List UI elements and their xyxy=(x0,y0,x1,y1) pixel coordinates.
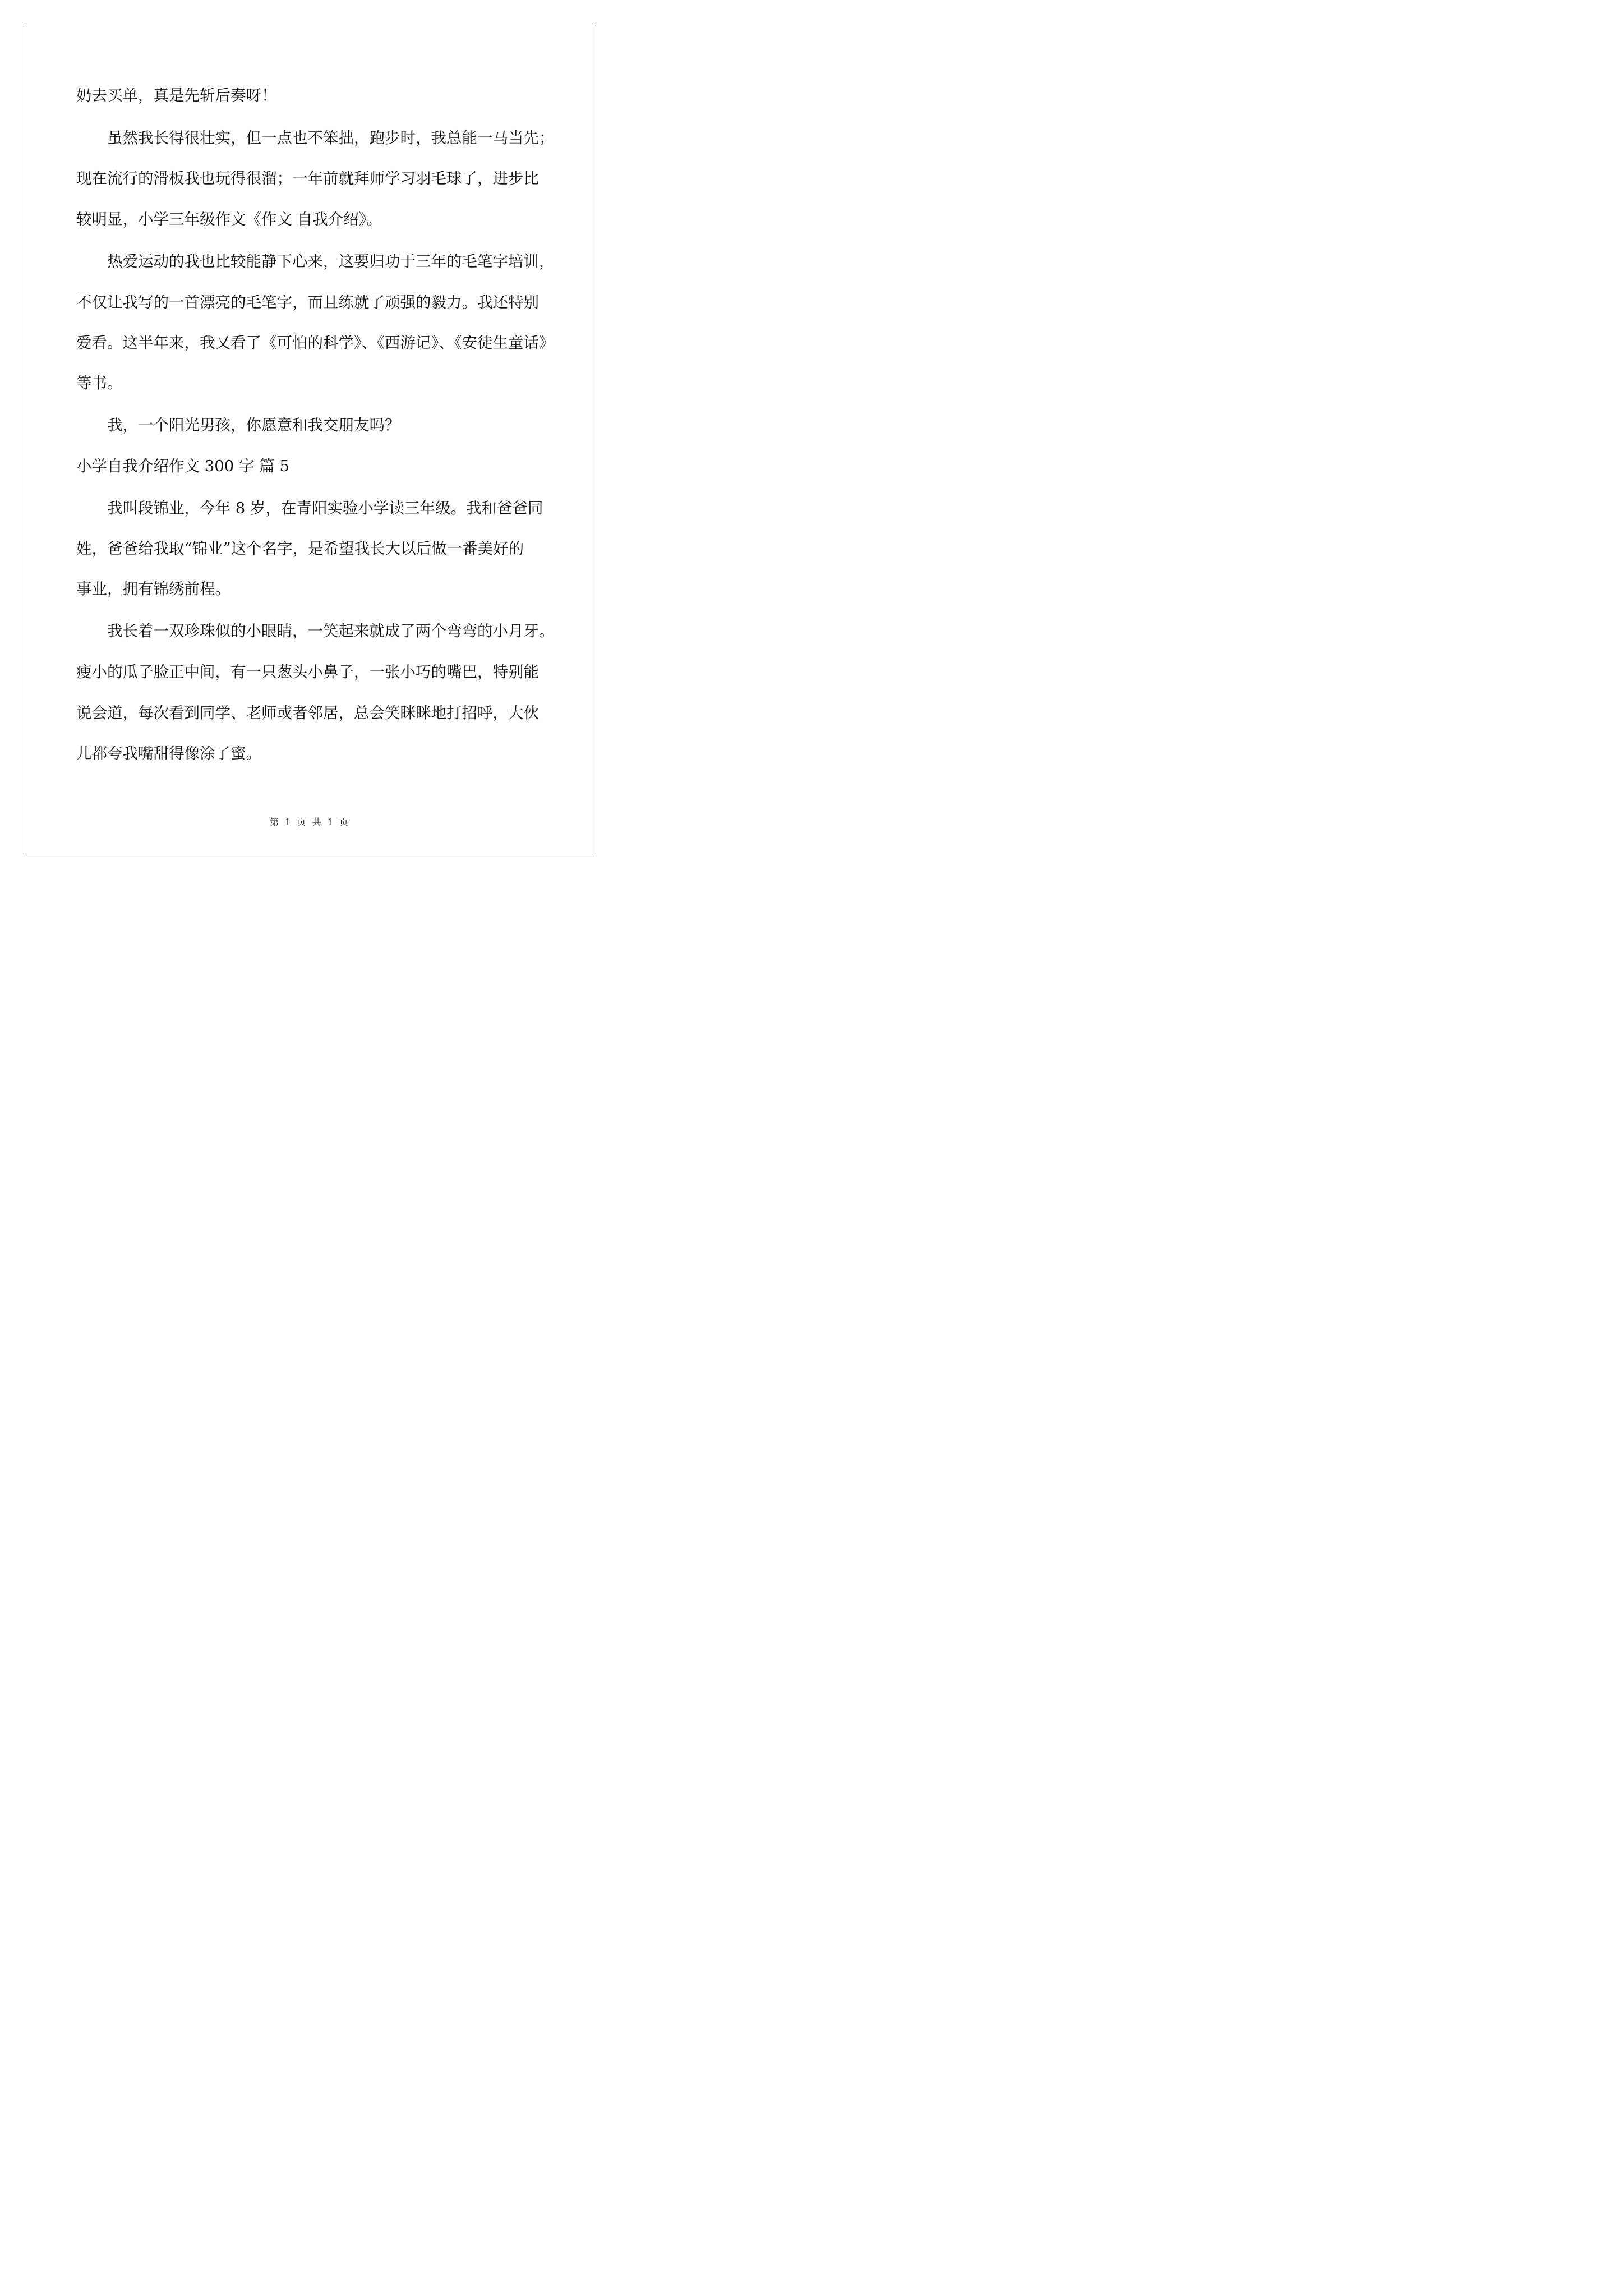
text-line: 事业，拥有锦绣前程。 xyxy=(76,580,230,598)
paragraph-start-line: 我长着一双珍珠似的小眼睛，一笑起来就成了两个弯弯的小月牙。 xyxy=(107,622,555,640)
page-number-footer: 第 1 页 共 1 页 xyxy=(270,817,348,827)
text-line: 儿都夸我嘴甜得像涂了蜜。 xyxy=(76,744,261,762)
text-line: 等书。 xyxy=(76,374,123,392)
text-line: 说会道，每次看到同学、老师或者邻居，总会笑眯眯地打招呼，大伙 xyxy=(76,704,539,722)
paragraph-start-line: 热爱运动的我也比较能静下心来，这要归功于三年的毛笔字培训， xyxy=(107,252,555,270)
paragraph-start-line: 我，一个阳光男孩，你愿意和我交朋友吗？ xyxy=(107,416,400,434)
section-heading: 小学自我介绍作文 300 字 篇 5 xyxy=(76,457,289,475)
text-line: 较明显，小学三年级作文《作文 自我介绍》。 xyxy=(76,210,382,228)
text-line: 爱看。这半年来，我又看了《可怕的科学》、《西游记》、《安徒生童话》 xyxy=(76,334,555,352)
text-line: 不仅让我写的一首漂亮的毛笔字，而且练就了顽强的毅力。我还特别 xyxy=(76,293,539,311)
text-line: 姓，爸爸给我取“锦业”这个名字，是希望我长大以后做一番美好的 xyxy=(76,540,524,558)
paragraph-start-line: 我叫段锦业，今年 8 岁，在青阳实验小学读三年级。我和爸爸同 xyxy=(107,499,543,517)
text-line: 奶去买单，真是先斩后奏呀！ xyxy=(76,86,277,104)
text-line: 现在流行的滑板我也玩得很溜；一年前就拜师学习羽毛球了，进步比 xyxy=(76,169,539,187)
page-border xyxy=(25,25,596,853)
text-line: 瘦小的瓜子脸正中间，有一只葱头小鼻子，一张小巧的嘴巴，特别能 xyxy=(76,663,539,681)
paragraph-start-line: 虽然我长得很壮实，但一点也不笨拙，跑步时，我总能一马当先； xyxy=(107,129,555,147)
